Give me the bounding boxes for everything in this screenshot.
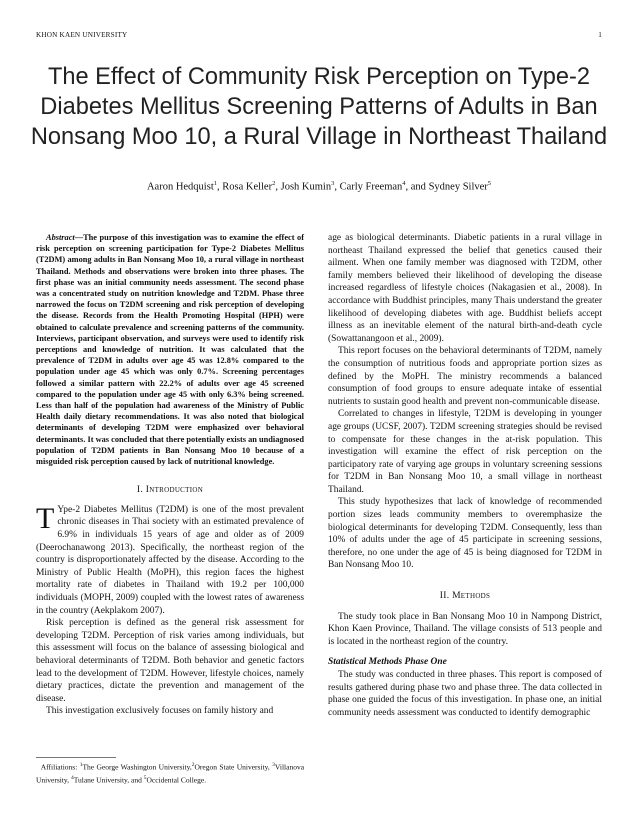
- footnote-affil: Oregon State University,: [194, 762, 273, 772]
- footnote-sup: 1: [79, 762, 83, 768]
- footnote-affil: Villanova University,: [36, 762, 305, 784]
- intro-paragraph-5: Correlated to changes in lifestyle, T2DM is developing in younger age groups (UCSF, 2007). T2DM screening strategies should be revised to compensate for these changes in the at-risk population. This investigation will examine the effect of risk perception on the participatory rate of varying age groups in voluntary screening sessions for T2DM in Ban Nonsang Moo 10, a small village in northeast Thailand.: [328, 409, 602, 495]
- drop-cap: T: [36, 501, 55, 535]
- author-5: Sydney Silver: [428, 181, 488, 193]
- footnote-affil: Occidental College.: [146, 775, 207, 784]
- paper-title: The Effect of Community Risk Perception on Type-2 Diabetes Mellitus Screening Patterns of Adults in Ban Nonsang Moo 10, a Rural Village in Northeast Thailand: [30, 64, 608, 150]
- abstract-label: Abstract: [46, 233, 75, 242]
- footnote-affil: Tulane University, and: [73, 775, 144, 784]
- author-1: Aaron Hedquist: [146, 181, 214, 193]
- author-sep: ,: [275, 181, 281, 193]
- methods-paragraph-2: The study was conducted in three phases. This report is composed of results gathered during phase two and phase three. The data collected in phase one guided the focus of this investigation. In phase one, an initial community needs assessment was conducted to identify demographic: [328, 670, 602, 718]
- intro-paragraph-6: This study hypothesizes that lack of knowledge of recommended portion sizes leads community members to overemphasize the biological determinants for developing T2DM. Consequently, less than 10% of adults under the age of 45 participate in screening sessions, therefore, no one under the age of 45 is being diagnosed for T2DM in Ban Nonsang Moo 10.: [328, 497, 602, 571]
- abstract-text: The purpose of this investigation was to examine the effect of risk perception on screening participation for Type-2 Diabetes Mellitus (T2DM) among adults in Ban Nonsang Moo 10, a rural village in northeast Thailand. Methods and observations were broken into three phases. The first phase was an initial community needs assessment. The second phase was a concentrated study on nutrition knowledge and T2DM. Phase three narrowed the focus on T2DM screening and risk perception of developing the disease. Records from the Health Promoting Hospital (HPH) were obtained to calculate prevalence and screening patterns of the community. Interviews, participant observation, and surveys were used to identify risk perceptions and knowledge of nutrition. It was calculated that the prevalence of T2DM in adults over age 45 was 12.8% compared to the population under age 45 which was only 0.7%. Screening percentages followed a similar pattern with 22.2% of adults over age 45 screened compared to the population under age 45 with only 6.3% being screened. Less than half of the population had awareness of the Ministry of Public Health daily dietary recommendations. It was also noted that biological determinants of developing T2DM were emphasized over behavioral determinants. It was concluded that there potentially exists an undiagnosed population of T2DM patients in Ban Nonsang Moo 10 because of a misguided risk perception caused by lack of nutritional knowledge.: [36, 233, 304, 467]
- journal-name: KHON KAEN UNIVERSITY: [36, 31, 128, 39]
- section-numeral: II.: [439, 591, 450, 602]
- section-title: Methods: [452, 591, 491, 602]
- author-sep: ,: [334, 181, 340, 193]
- affiliations-footnote: [36, 760, 304, 785]
- footnote-sup: 2: [191, 762, 195, 768]
- section-heading-introduction: [36, 484, 304, 497]
- author-sep: ,: [216, 181, 223, 193]
- author-2: Rosa Keller: [222, 181, 273, 193]
- footnote-label: Affiliations:: [40, 762, 78, 772]
- author-5-affil: 5: [487, 180, 492, 187]
- footnote-affil: The George Washington University,: [82, 762, 192, 772]
- section-numeral: I.: [136, 485, 144, 496]
- abstract: [36, 232, 304, 467]
- footnote-rule: [36, 757, 116, 758]
- methods-subheading: Statistical Methods Phase One: [328, 657, 447, 668]
- abstract-dash: —: [74, 233, 84, 242]
- methods-paragraph-1: The study took place in Ban Nonsang Moo 10 in Nampong District, Khon Kaen Province, Thailand. The village consists of 513 people and is located in the northeast region of the country.: [328, 611, 602, 647]
- author-sep: , and: [405, 181, 429, 193]
- author-1-affil: 1: [213, 180, 217, 187]
- section-title: Introduction: [145, 485, 204, 496]
- footnote-sup: 4: [70, 774, 74, 781]
- page-number: 1: [598, 31, 602, 39]
- right-column: [328, 232, 602, 719]
- running-header: [36, 31, 602, 39]
- intro-paragraph-4: This report focuses on the behavioral determinants of T2DM, namely the consumption of nutritious foods and appropriate portion sizes as defined by the MoPH. The ministry recommends a balanced consumption of food groups to ensure adequate intake of essential nutrients to sustain good health and prevent non-communicable disease.: [328, 346, 602, 407]
- author-4-affil: 4: [402, 180, 406, 187]
- author-list: [30, 180, 608, 193]
- intro-paragraph-3-cont: age as biological determinants. Diabetic patients in a rural village in northeast Thailand expressed the belief that genetics caused their ailment. When one family member was diagnosed with T2DM, other family members believed their likelihood of developing the disease increased regardless of lifestyle choices (Nakagasien et al., 2008). In accordance with Buddhist principles, many Thais understand the greater likelihood of developing diabetes with age. Buddhist beliefs accept illness as an inevitable element of the natural birth-and-death cycle (Sowattanangoon et al., 2009).: [328, 233, 602, 344]
- intro-paragraph-2: Risk perception is defined as the general risk assessment for developing T2DM. Perception of risk varies among individuals, but this assessment will focus on the balance of assessing biological and behavioral determinants of T2DM. Both behavior and genetic factors lead to the development of T2DM. However, lifestyle choices, namely dietary practices, dictate the prevention and management of the disease.: [36, 618, 304, 704]
- intro-paragraph-1: [36, 501, 304, 617]
- intro-p1-text: Ype-2 Diabetes Mellitus (T2DM) is one of the most prevalent chronic diseases in Thai society with an estimated prevalence of 6.9% in individuals 15 years of age and older as of 2009 (Deerochanawong 2013). Specifically, the northeast region of the country is disproportionately affected by the disease. According to the Ministry of Public Health (MoPH), this region faces the highest mortality rate of diabetes in Thailand with 19.2 per 100,000 individuals (MOPH, 2009) coupled with the lowest rates of awareness in the country (Aekplakom 2007).: [36, 504, 304, 616]
- footnote-sup: 3: [272, 762, 275, 768]
- author-3: Josh Kumin: [280, 181, 332, 193]
- intro-paragraph-3: This investigation exclusively focuses on family history and: [46, 706, 274, 717]
- author-2-affil: 2: [272, 180, 276, 187]
- author-3-affil: 3: [331, 180, 335, 187]
- footnote-sup: 5: [143, 774, 147, 781]
- left-column: [36, 232, 304, 718]
- section-heading-methods: [328, 590, 602, 603]
- author-4: Carly Freeman: [339, 181, 403, 193]
